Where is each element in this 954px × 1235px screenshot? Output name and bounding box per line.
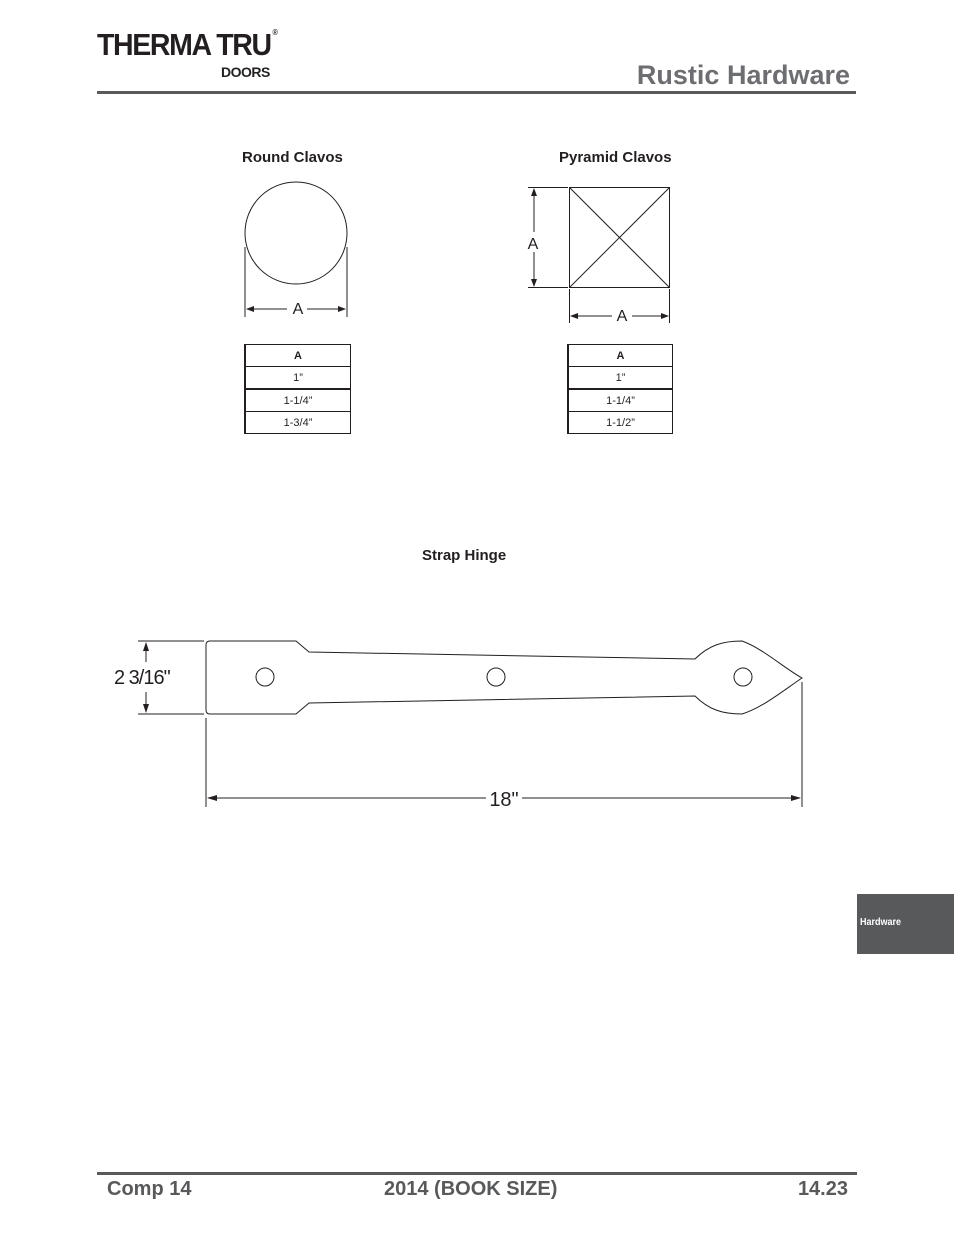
table-cell: 1” (245, 367, 351, 390)
pyramid-clavos-table (567, 344, 673, 434)
pyramid-clavos-diagram (520, 180, 680, 330)
registered-mark: ® (272, 28, 278, 37)
page-title: Rustic Hardware (636, 60, 850, 90)
table-cell: 1” (568, 367, 673, 390)
table-cell: 1-3/4” (245, 412, 351, 434)
table-header: A (568, 345, 673, 367)
round-dim-label: A (292, 301, 304, 318)
footer-section: Comp 14 (107, 1178, 192, 1200)
table-cell: 1-1/2” (568, 412, 673, 434)
hinge-length-label: 18" (489, 789, 519, 811)
strap-hinge-diagram (100, 630, 820, 815)
hinge-height-label: 2 3/16" (114, 667, 170, 689)
hinge-hole (256, 668, 274, 686)
table-header: A (245, 345, 351, 367)
round-clavos-table (244, 344, 351, 434)
table-cell: 1-1/4” (245, 389, 351, 412)
logo-subtext: DOORS (221, 64, 270, 80)
logo-text: THERMA TRU (97, 27, 271, 62)
table-cell: 1-1/4” (568, 389, 673, 412)
brand-logo (97, 29, 278, 60)
round-clavos-diagram (235, 175, 360, 325)
pyramid-horizontal-dim-label: A (616, 308, 628, 325)
strap-hinge-outline (206, 641, 802, 714)
section-tab-hardware[interactable] (857, 894, 954, 954)
footer-edition: 2014 (BOOK SIZE) (384, 1178, 558, 1200)
footer-page-number: 14.23 (797, 1178, 848, 1200)
strap-hinge-title: Strap Hinge (422, 547, 507, 564)
pyramid-clavos-title: Pyramid Clavos (559, 149, 672, 166)
pyramid-vertical-dim-label: A (527, 236, 539, 253)
header-divider (97, 91, 856, 94)
section-tab-label: Hardware (860, 917, 902, 928)
footer-divider (97, 1172, 857, 1175)
hinge-hole (487, 668, 505, 686)
hinge-hole (734, 668, 752, 686)
round-clavo-outline (245, 182, 347, 284)
round-clavos-title: Round Clavos (242, 149, 343, 166)
